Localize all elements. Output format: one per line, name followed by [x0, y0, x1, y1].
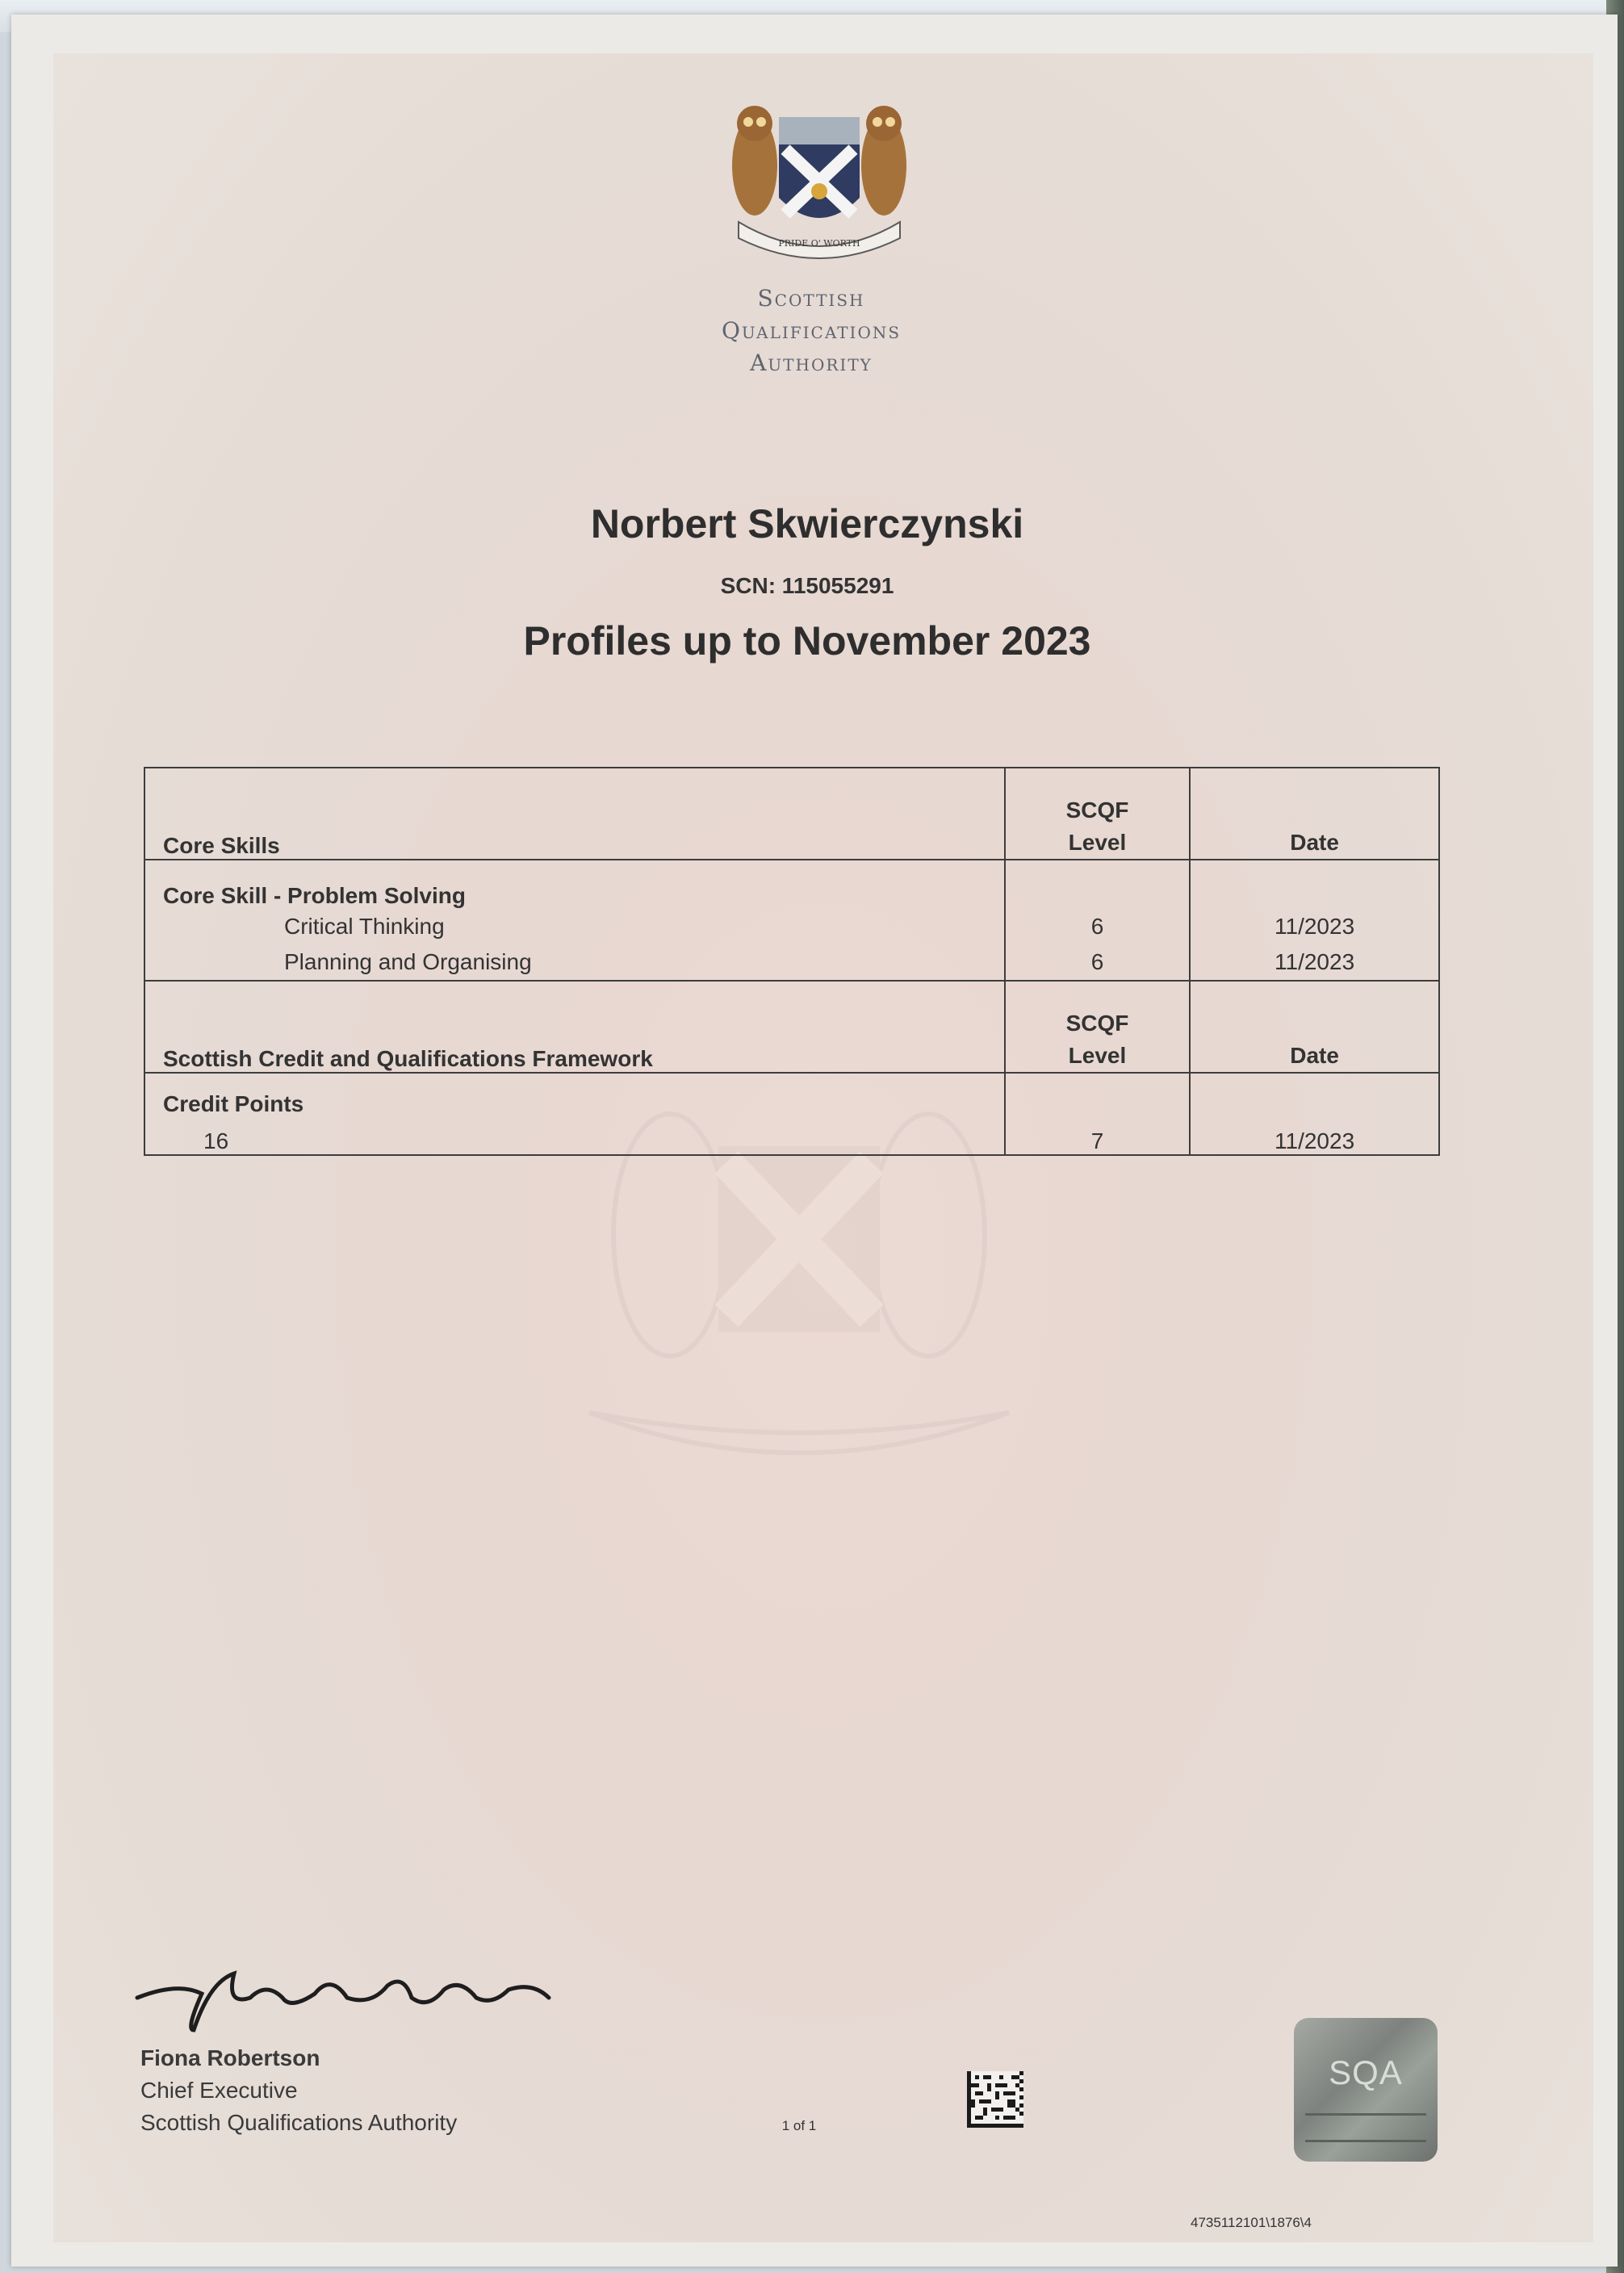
table-row [144, 1073, 1439, 1155]
core-skill-item: Critical Thinking [284, 914, 445, 939]
level-value: 7 [1005, 1073, 1190, 1155]
date-value: 11/2023 [1275, 949, 1355, 974]
signatory-role: Chief Executive [140, 2078, 298, 2103]
authority-name [630, 283, 993, 379]
serial-number: 4735112101\1876\4 [1190, 2215, 1312, 2230]
crest-logo [722, 101, 916, 270]
core-skill-group: Core Skill - Problem Solving [163, 883, 466, 908]
level-value: 6 [1090, 949, 1104, 974]
level-cell [1005, 860, 1190, 981]
candidate-scn: SCN: 115055291 [720, 573, 894, 598]
date-value: 11/2023 [1190, 1073, 1439, 1155]
signatory-organisation: Scottish Qualifications Authority [140, 2110, 458, 2135]
credit-points-cell [144, 1073, 1005, 1155]
credit-points-value: 16 [203, 1128, 229, 1153]
date-value: 11/2023 [1275, 914, 1355, 939]
core-skill-item: Planning and Organising [284, 949, 532, 974]
document-title: Profiles up to November 2023 [523, 618, 1091, 663]
hologram-text: SQA [1329, 2053, 1403, 2091]
page-number: 1 of 1 [781, 2118, 817, 2133]
column-header-date: Date [1190, 981, 1439, 1073]
profile-table [144, 767, 1440, 1156]
table-header-row [144, 768, 1439, 860]
authority-line: Scottish [757, 285, 865, 312]
signatory-name: Fiona Robertson [140, 2045, 320, 2070]
signature [129, 1949, 565, 2038]
authority-line: Qualifications [721, 317, 902, 344]
column-header-core-skills: Core Skills [144, 768, 1005, 860]
column-header-scqf-level: SCQF Level [1005, 768, 1190, 860]
column-header-scqf-level: SCQF Level [1005, 981, 1190, 1073]
credit-points-label: Credit Points [163, 1091, 304, 1116]
table-header-row [144, 981, 1439, 1073]
table-row [144, 860, 1439, 981]
authority-line: Authority [750, 350, 873, 376]
core-skill-cell [144, 860, 1005, 981]
hologram-stripes [1305, 2113, 1426, 2142]
sqa-hologram [1294, 2018, 1438, 2162]
signatory-block [140, 2042, 457, 2139]
svg-text:PRIDE O' WORTH: PRIDE O' WORTH [778, 238, 860, 249]
column-header-date: Date [1190, 768, 1439, 860]
candidate-name: Norbert Skwierczynski [590, 501, 1024, 546]
level-value: 6 [1090, 914, 1104, 939]
column-header-scqf-framework: Scottish Credit and Qualifications Framework [144, 981, 1005, 1073]
date-cell [1190, 860, 1439, 981]
datamatrix-code [967, 2071, 1023, 2128]
